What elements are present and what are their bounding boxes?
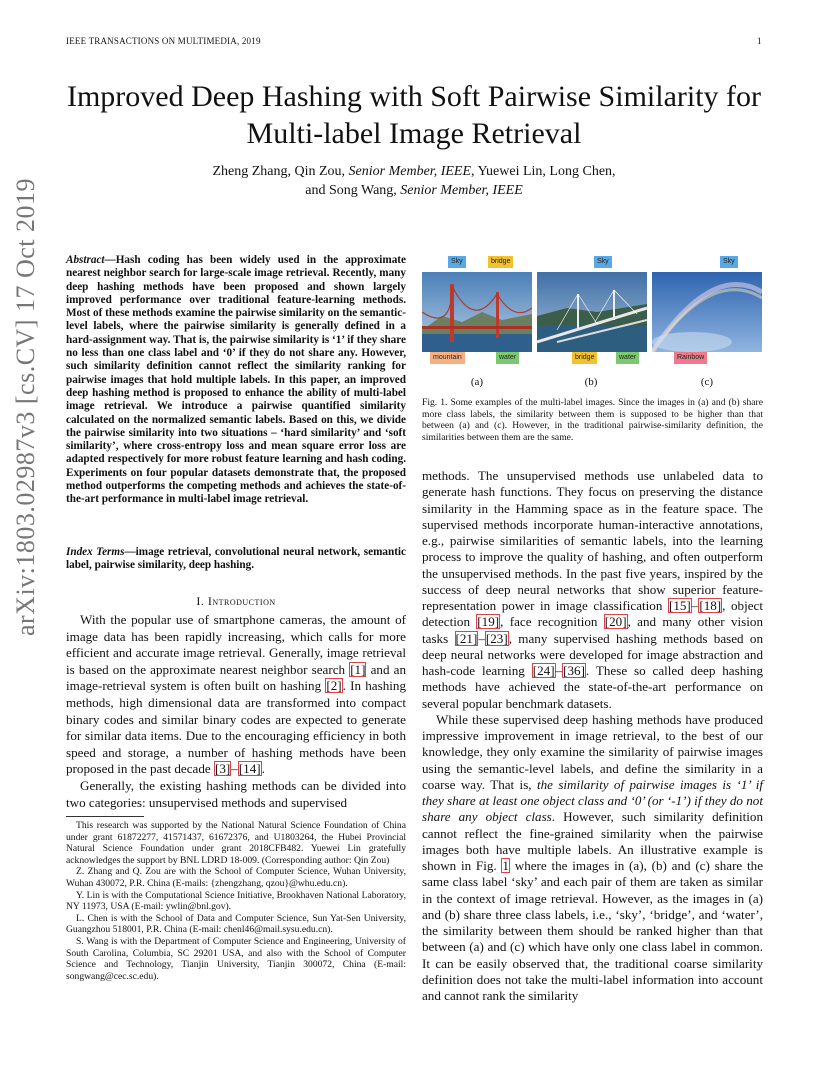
authors-text: , Yuewei Lin, Long Chen, (471, 164, 616, 179)
footnote-rule (66, 816, 144, 817)
author-list (60, 162, 768, 200)
citation-link[interactable]: [36] (563, 663, 585, 678)
body-paragraph: methods. The unsupervised methods use unlabeled data to generate hash functions. They focus on preserving the distance similarity in the Hamming space as in the feature space. The supervised methods incorporate human-interactive annotations, e.g., pairwise similarities of semantic labels, into the learning process to improve the quality of hashing, and often outperform the unsupervised methods. In the past five years, inspired by the success of deep neural networks that show superior feature-representation power in image classification [15]–[18], object detection [19], face recognition [20], and many other vision tasks [21]–[23], many supervised hashing methods based on deep neural networks were developed for image abstraction and hash-code learning [24]–[36]. These so called deep hashing methods have achieved the state-of-the-art performance on several popular benchmark datasets. (422, 468, 764, 711)
footnote: L. Chen is with the School of Data and Computer Science, Sun Yat-Sen University, Guangzhou 518001, P.R. China (E-mail: chenl46@mail.sysu.edu.cn). (66, 912, 406, 936)
footnote: This research was supported by the National Natural Science Foundation of China under grant 61872277, 41571437, 61672376, and U1803264, the Hubei Provincial Natural Science Foundation under grant 2018CFB482. Yuewei Lin gratefully acknowledges the support by BNL LDRD 18-009. (Corresponding author: Qin Zou) (66, 820, 406, 866)
image-golden-gate-bridge (422, 272, 532, 352)
subfigure-label-c: (c) (700, 376, 714, 388)
author-line-2 (60, 181, 768, 200)
citation-link[interactable]: [18] (699, 598, 722, 613)
index-terms-label: Index Terms (66, 546, 125, 558)
running-header: IEEE TRANSACTIONS ON MULTIMEDIA, 2019 (66, 36, 261, 46)
figure-caption: Fig. 1. Some examples of the multi-label images. Since the images in (a) and (b) share more class labels, the similarity between them is supposed to be higher than that between (a) and (c). However, in the traditional pairwise-similarity definition, the similarities between them are the same. (422, 397, 763, 444)
citation-link[interactable]: [3] (214, 761, 231, 777)
abstract (66, 254, 406, 507)
abstract-text: —Hash coding has been widely used in the approximate nearest neighbor search for large-scale image retrieval. Recently, many deep hashing methods have been proposed and shown largely improved performance over traditional feature-learning methods. Most of these methods examine the pairwise similarity on the semantic-level labels, where the pairwise similarity is generally defined in a hard-assignment way. That is, the pairwise similarity is ‘1’ if they share no less than one class label and ‘0’ if they do not share any. However, such similarity definition cannot reflect the similarity ranking for pairwise images that hold multiple labels. In this paper, an improved deep hashing method is proposed to enhance the ability of multi-label image retrieval. We introduce a pairwise quantified similarity calculated on the normalized semantic labels. Based on this, we divide the pairwise similarity into two situations – ‘hard similarity’ and ‘soft similarity’, where cross-entropy loss and mean square error loss are adapted respectively for more robust feature learning and hash coding. Experiments on four popular datasets demonstrate that, the proposed method outperforms the competing methods and achieves the state-of-the-art performance in multi-label image retrieval. (66, 254, 406, 506)
label-tag-sky: Sky (720, 256, 738, 268)
subfigure-label-b: (b) (584, 376, 598, 388)
paper-title: Improved Deep Hashing with Soft Pairwise Similarity for Multi-label Image Retrieval (66, 80, 762, 150)
index-terms (66, 546, 406, 573)
arxiv-stamp: arXiv:1803.02987v3 [cs.CV] 17 Oct 2019 (11, 177, 40, 637)
footnotes (66, 820, 406, 982)
figure-reference-link[interactable]: 1 (502, 858, 509, 873)
right-column-body (422, 468, 763, 1004)
citation-link[interactable]: [15] (668, 598, 691, 613)
label-tag-bridge: bridge (572, 352, 597, 364)
label-tag-bridge: bridge (488, 256, 513, 268)
citation-link[interactable]: [1] (350, 661, 366, 677)
author-membership: Senior Member, IEEE (348, 164, 472, 179)
citation-link[interactable]: [23] (485, 630, 508, 646)
label-tag-rainbow: Rainbow (674, 352, 707, 364)
emphasized-definition: the similarity of pairwise images is ‘1’ if they share at least one object class and ‘0’ (or ‘-1’) if they do not share any object class (422, 776, 763, 825)
citation-link[interactable]: [14] (238, 761, 261, 777)
footnote: S. Wang is with the Department of Computer Science and Engineering, University of South Carolina, Columbia, SC 29201 USA, and also with the School of Computer Science and Technology, Tianjin University, Tianjin 300072, China (E-mail: songwang@cec.sc.edu). (66, 935, 406, 982)
subfigure-label-a: (a) (470, 376, 484, 388)
citation-link[interactable]: [19] (477, 614, 500, 630)
authors-text: and Song Wang, (305, 183, 401, 198)
index-terms-text: —image retrieval, convolutional neural network, semantic label, pairwise similarity, deep hashing. (66, 546, 407, 572)
label-tag-sky: Sky (594, 256, 612, 268)
page-number: 1 (757, 36, 762, 46)
body-paragraph: While these supervised deep hashing methods have produced impressive improvement in image retrieval, to the best of our knowledge, they only examine the similarity of pairwise images using the semantic-level labels, and define the similarity in a coarse way. That is, the similarity of pairwise images is ‘1’ if they share at least one object class and ‘0’ (or ‘-1’) if they do not share any object class. However, such similarity definition cannot reflect the fine-grained similarity when the pairwise images both have multiple labels. An illustrative example is shown in Fig. 1 where the images in (a), (b) and (c) share the same class label ‘sky’ and each pair of them are taken as similar in the context of image retrieval. However, as the images in (a) and (b) share three class labels, i.e., ‘sky’, ‘bridge’, and ‘water’, the similarity between them should be ranked higher than that between (a) and (c) which have only one class label in common. It can be easily observed that, the traditional coarse similarity definition does not take the multi-label information into account and cannot rank the similarity (422, 711, 764, 1003)
image-rainbow-sky (652, 272, 762, 352)
section-heading: I. Introduction (196, 594, 276, 608)
citation-link[interactable]: [21] (455, 630, 478, 646)
intro-paragraph-2: Generally, the existing hashing methods can be divided into two categories: unsupervised methods and supervised (66, 777, 406, 810)
authors-text: Zheng Zhang, Qin Zou, (212, 164, 349, 179)
author-membership: Senior Member, IEEE (400, 183, 523, 198)
label-tag-mountain: mountain (430, 352, 465, 364)
intro-paragraph-1: With the popular use of smartphone cameras, the amount of image data has been rapidly increasing, which calls for more efficient and accurate image retrieval. Generally, image retrieval is based on the approximate nearest neighbor search [1] and an image-retrieval system is often built on hashing [2]. In hashing methods, high dimensional data are transformed into compact binary codes and similar binary codes are expected to generate for similar data items. Due to the encouraging efficiency in both speed and storage, a number of hashing methods have been proposed in the past decade [3]–[14]. (66, 612, 406, 777)
figure-1 (420, 252, 764, 392)
abstract-label: Abstract (66, 254, 105, 266)
footnote: Y. Lin is with the Computational Science Initiative, Brookhaven National Laboratory, NY 11973, USA (E-mail: ywlin@bnl.gov). (66, 889, 406, 913)
citation-link[interactable]: [20] (604, 614, 627, 630)
intro-body (66, 612, 406, 811)
image-cable-bridge (537, 272, 647, 352)
label-tag-water: water (616, 352, 639, 364)
label-tag-water: water (496, 352, 519, 364)
label-tag-sky: Sky (448, 256, 466, 268)
author-line-1 (60, 162, 768, 181)
citation-link[interactable]: [24] (532, 663, 555, 678)
footnote: Z. Zhang and Q. Zou are with the School of Computer Science, Wuhan University, Wuhan 430072, P.R. China (E-mails: {zhengzhang, qzou}@whu.edu.cn). (66, 866, 406, 889)
citation-link[interactable]: [2] (326, 678, 342, 694)
